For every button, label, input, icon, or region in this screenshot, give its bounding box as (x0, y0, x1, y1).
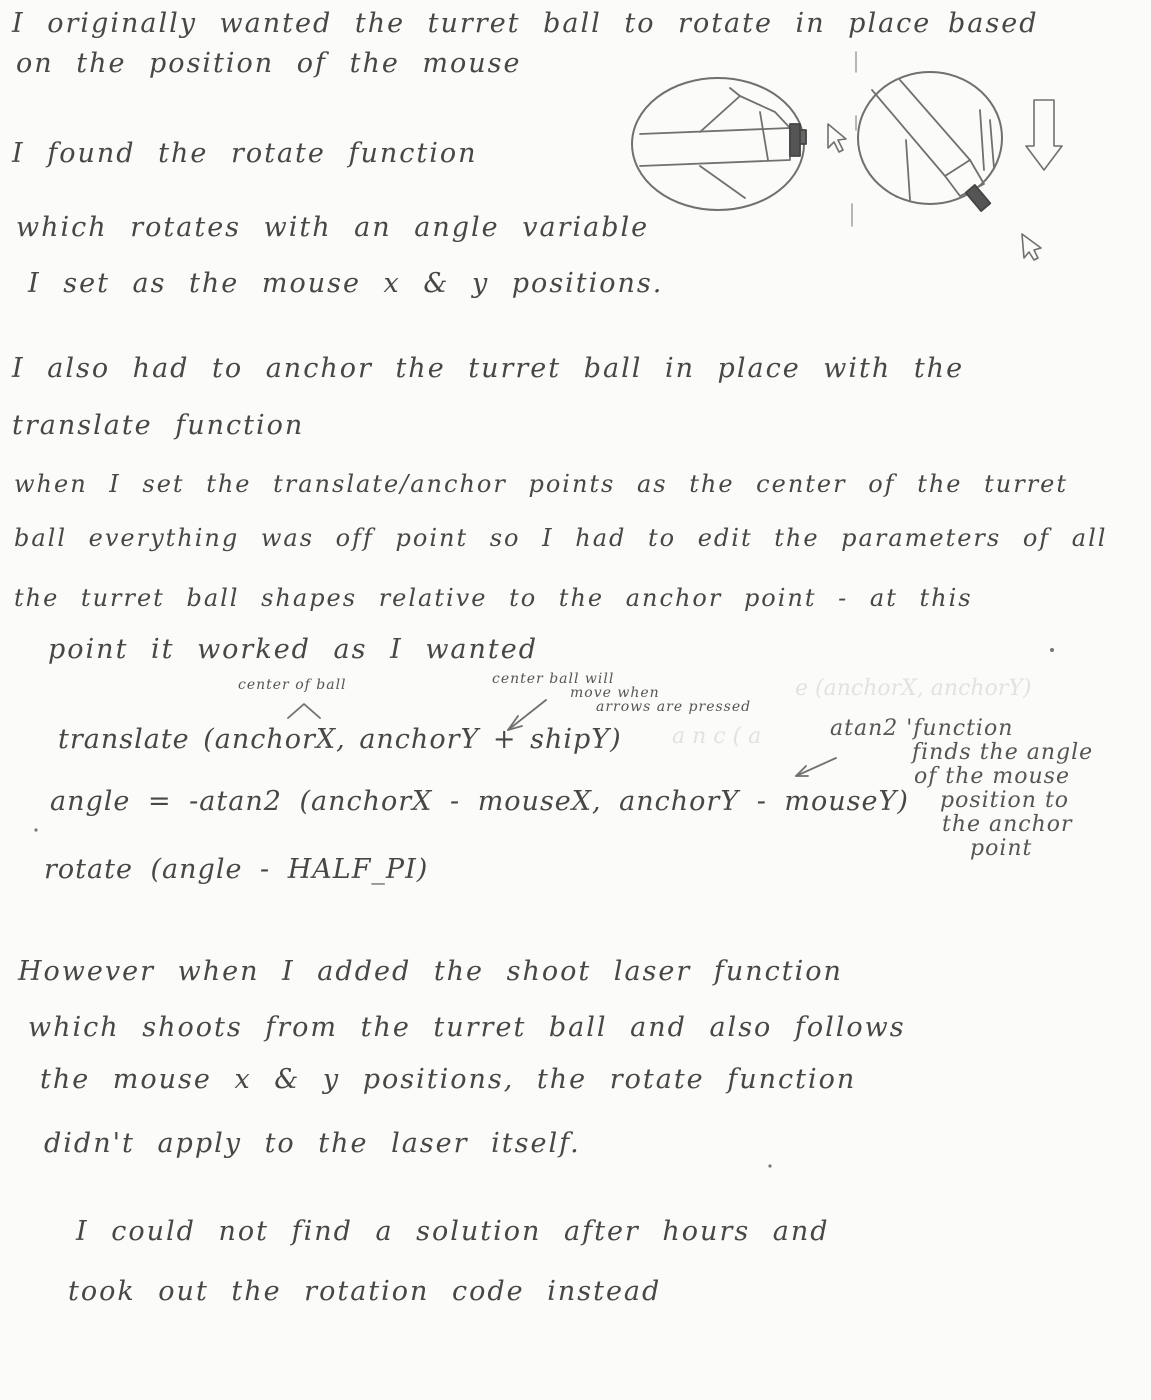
annotation-atan2: position to (940, 788, 1070, 813)
handwritten-line: ball everything was off point so I had to edit the parameters of all (14, 524, 1108, 552)
down-arrow-icon (1026, 100, 1062, 170)
code-line-angle: angle = -atan2 (anchorX - mouseX, anchorY - mouseY) (50, 786, 909, 817)
handwritten-line: when I set the translate/anchor points as the center of the turret (14, 470, 1069, 498)
annotation-arrows-pressed: arrows are pressed (596, 699, 752, 715)
handwritten-line: point it worked as I wanted (48, 634, 539, 665)
handwritten-line: didn't apply to the laser itself. (44, 1128, 581, 1159)
annotation-atan2: the anchor (942, 812, 1073, 837)
bleed-through-text: a n c ( a (672, 724, 762, 749)
handwritten-line: took out the rotation code instead (68, 1276, 662, 1307)
bleed-through-text: e (anchorX, anchorY) (795, 676, 1032, 701)
handwritten-line: which shoots from the turret ball and also follows (28, 1012, 906, 1043)
turret-ball-sketch-right (858, 72, 1002, 211)
annotation-atan2: finds the angle (912, 740, 1094, 765)
handwritten-line: the mouse x & y positions, the rotate function (40, 1064, 857, 1095)
turret-ball-sketch-left (632, 78, 806, 210)
handwritten-line: the turret ball shapes relative to the anchor point - at this (14, 584, 973, 612)
handwritten-line: I found the rotate function (12, 138, 478, 169)
annotation-center-of-ball: center of ball (238, 677, 347, 693)
annotation-atan2: atan2 'function (830, 716, 1014, 741)
handwritten-line: I could not find a solution after hours and (76, 1216, 830, 1247)
cursor-arrow-icon (1022, 234, 1041, 260)
cursor-arrow-icon (828, 124, 846, 152)
handwritten-line: based (948, 8, 1039, 39)
handwritten-line: on the position of the mouse (16, 48, 522, 79)
annotation-atan2: point (970, 836, 1033, 861)
code-line-translate: translate (anchorX, anchorY + shipY) (58, 724, 622, 755)
annotation-atan2: of the mouse (914, 764, 1070, 789)
handwritten-line: I also had to anchor the turret ball in place with the (12, 353, 965, 384)
code-line-rotate: rotate (angle - HALF_PI) (44, 854, 429, 885)
handwritten-line: which rotates with an angle variable (16, 212, 650, 243)
annotation-center-ball-will: center ball will (492, 671, 615, 687)
handwritten-line: translate function (12, 410, 305, 441)
handwritten-line: I originally wanted the turret ball to rotate in place (12, 8, 932, 39)
annotation-move-when: move when (570, 685, 660, 701)
handwritten-line: I set as the mouse x & y positions. (28, 268, 664, 299)
handwritten-line: However when I added the shoot laser function (18, 956, 843, 987)
